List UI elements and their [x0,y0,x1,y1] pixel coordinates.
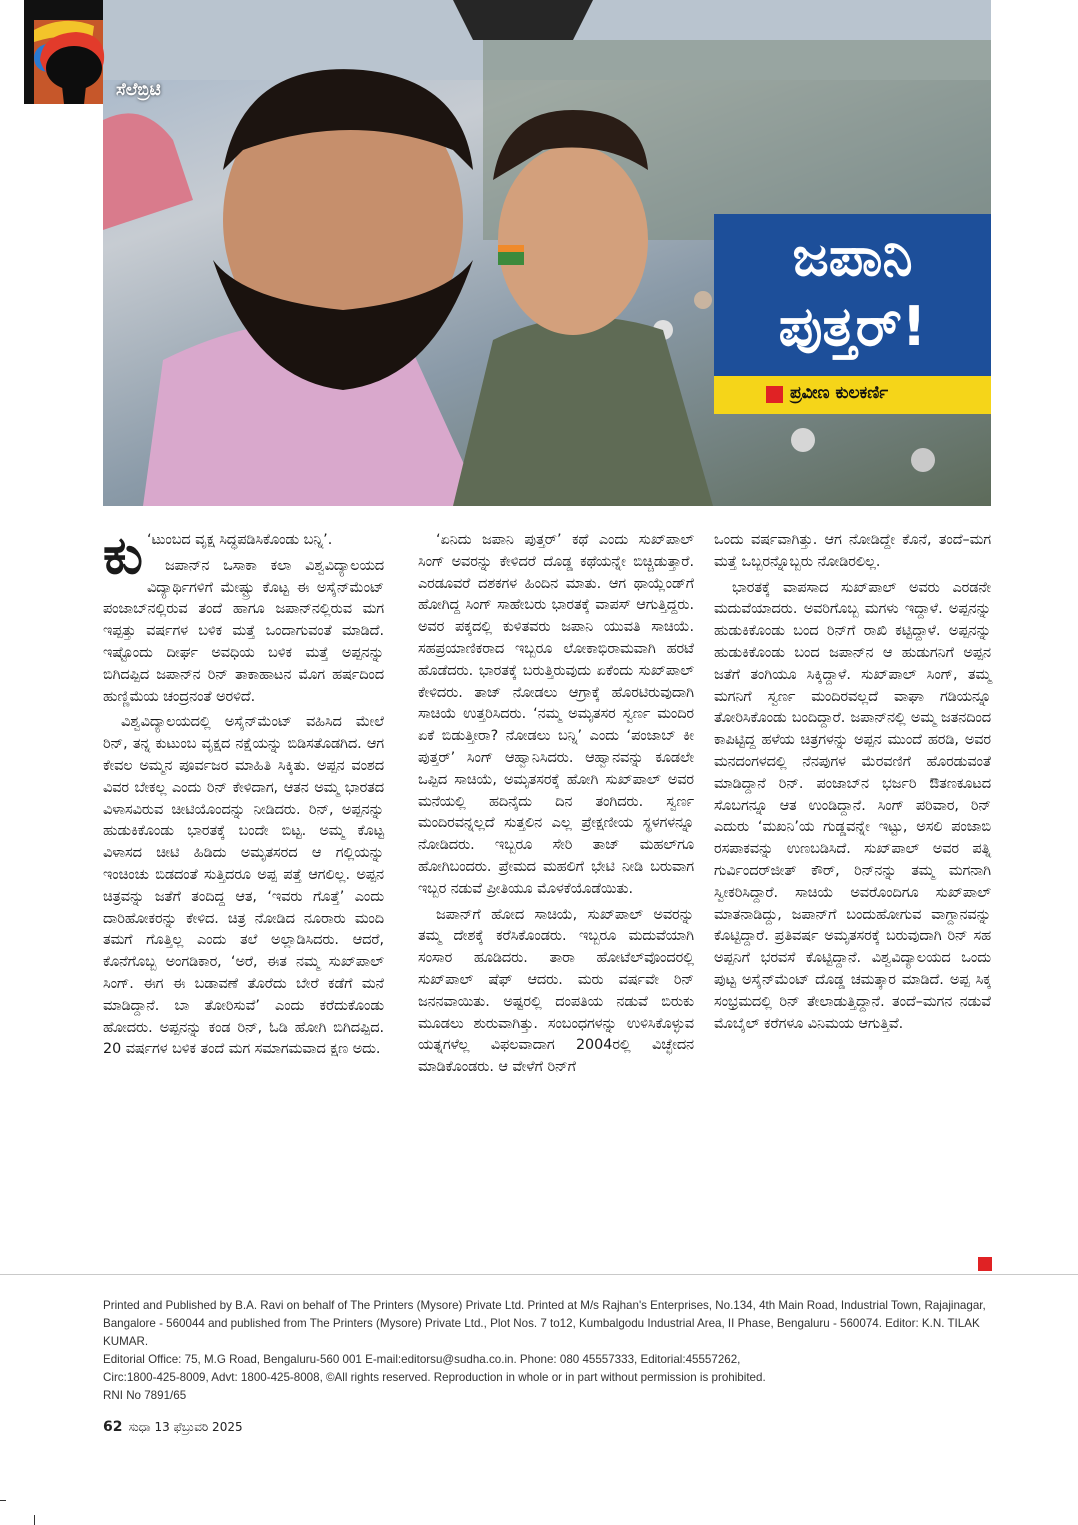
byline-marker-icon [766,386,783,403]
footer-divider [0,1274,1078,1275]
section-label: ಸೆಲೆಬ್ರಿಟಿ [116,80,161,100]
page-folio [103,1419,243,1435]
article-paragraph: ಜಪಾನ್‌ಗೆ ಹೋದ ಸಾಚಿಯೆ, ಸುಖ್‌ಪಾಲ್ ಅವರನ್ನು ತಮ್ಮ ದೇಶಕ್ಕೆ ಕರೆಸಿಕೊಂಡರು. ಇಬ್ಬರೂ ಮದುವೆಯಾಗಿ ಸಂಸಾರ ಹೂಡಿದರು. ತಾರಾ ಹೋಟೆಲ್‌ವೊಂದರಲ್ಲಿ ಸುಖ್‌ಪಾಲ್ ಷೆಫ್ ಆದರು. ಮರು ವರ್ಷವೇ ರಿನ್ ಜನನವಾಯಿತು. ಅಷ್ಟರಲ್ಲಿ ದಂಪತಿಯ ನಡುವೆ ಬಿರುಕು ಮೂಡಲು ಶುರುವಾಗಿತ್ತು. ಸಂಬಂಧಗಳನ್ನು ಉಳಿಸಿಕೊಳ್ಳುವ ಯತ್ನಗಳೆಲ್ಲ ವಿಫಲವಾದಾಗ 2004ರಲ್ಲಿ ವಿಚ್ಛೇದನ ಮಾಡಿಕೊಂಡರು. ಆ ವೇಳೆಗೆ ರಿನ್‌ಗೆ [418,906,694,1076]
imprint-line: Circ:1800-425-8009, Advt: 1800-425-8008, ©All rights reserved. Reproduction in whole or in part without permission is prohibited. [103,1371,766,1384]
imprint-line: Editorial Office: 75, M.G Road, Bengaluru-560 001 E-mail:editorsu@sudha.co.in. Phone: 080 45557333, Editorial:45557262, [103,1353,741,1366]
headline-line-2: ಪುತ್ತರ್! [778,295,927,358]
article-paragraph: ಜಪಾನ್‌ನ ಒಸಾಕಾ ಕಲಾ ವಿಶ್ವವಿದ್ಯಾಲಯದ ವಿದ್ಯಾರ್ಥಿಗಳಿಗೆ ಮೇಷ್ಟ್ರು ಕೊಟ್ಟ ಈ ಅಸೈನ್‌ಮೆಂಟ್ ಪಂಜಾಬ್‌ನಲ್ಲಿರುವ ತಂದೆ ಹಾಗೂ ಜಪಾನ್‌ನಲ್ಲಿರುವ ಮಗ ಇಪ್ಪತ್ತು ವರ್ಷಗಳ ಬಳಿಕ ಮತ್ತೆ ಒಂದಾಗುವಂತೆ ಮಾಡಿದೆ. ಇಷ್ಟೊಂದು ದೀರ್ಘ ಅವಧಿಯ ಬಳಿಕ ಮತ್ತೆ ಅಪ್ಪನನ್ನು ಬಿಗಿದಪ್ಪಿದ ಜಪಾನ್‌ನ ರಿನ್ ತಾಕಾಹಾಟನ ಮೊಗ ಹರ್ಷದಿಂದ ಹುಣ್ಣಿಮೆಯ ಚಂದ್ರನಂತೆ ಅರಳಿದೆ. [103,557,384,705]
publisher-imprint [103,1297,993,1405]
article-column-2 [418,530,694,1083]
byline-box [714,376,991,414]
article-column-3 [714,530,991,1039]
article-paragraph: ಒಂದು ವರ್ಷವಾಗಿತ್ತು. ಆಗ ನೋಡಿದ್ದೇ ಕೊನೆ, ತಂದೆ–ಮಗ ಮತ್ತೆ ಒಬ್ಬರನ್ನೊಬ್ಬರು ನೋಡಿರಲಿಲ್ಲ. [714,532,991,570]
article-paragraph: ಭಾರತಕ್ಕೆ ವಾಪಸಾದ ಸುಖ್‌ಪಾಲ್ ಅವರು ಎರಡನೇ ಮದುವೆಯಾದರು. ಅವರಿಗೊಬ್ಬ ಮಗಳು ಇದ್ದಾಳೆ. ಅಪ್ಪನನ್ನು ಹುಡುಕಿಕೊಂಡು ಬಂದ ರಿನ್‌ಗೆ ರಾಖಿ ಕಟ್ಟಿದ್ದಾಳೆ. ಅಪ್ಪನನ್ನು ಹುಡುಕಿಕೊಂಡು ಬಂದ ಜಪಾನ್‌ನ ಆ ಹುಡುಗನಿಗೆ ಅಪ್ಪನ ಜತೆಗೆ ತಂಗಿಯೂ ಸಿಕ್ಕಿದ್ದಾಳೆ. ಸುಖ್‌ಪಾಲ್ ಸಿಂಗ್, ತಮ್ಮ ಮಗನಿಗೆ ಸ್ವರ್ಣ ಮಂದಿರವಲ್ಲದೆ ವಾಘಾ ಗಡಿಯನ್ನೂ ತೋರಿಸಿಕೊಂಡು ಬಂದಿದ್ದಾರೆ. ಜಪಾನ್‌ನಲ್ಲಿ ಅಮ್ಮ ಜತನದಿಂದ ಕಾಪಿಟ್ಟಿದ್ದ ಹಳೆಯ ಚಿತ್ರಗಳನ್ನು ಅಪ್ಪನ ಮುಂದೆ ಹರಡಿ, ಅವರ ಮನದಂಗಳದಲ್ಲಿ ನೆನಪುಗಳ ಮೆರವಣಿಗೆ ಹೊರಡುವಂತೆ ಮಾಡಿದ್ದಾನೆ ರಿನ್. ಪಂಜಾಬ್‌ನ ಭರ್ಜರಿ ಔತಣಕೂಟದ ಸೊಬಗನ್ನೂ ಆತ ಉಂಡಿದ್ದಾನೆ. ಸಿಂಗ್ ಪರಿವಾರ, ರಿನ್ ಎದುರು ‘ಮಖನಿ’ಯ ಗುಡ್ಡವನ್ನೇ ಇಟ್ಟು, ಅಸಲಿ ಪಂಜಾಬಿ ರಸಪಾಕವನ್ನು ಉಣಬಡಿಸಿದೆ. ಸುಖ್‌ಪಾಲ್ ಅವರ ಪತ್ನಿ ಗುರ್ವಿಂದರ್‌ಜೀತ್ ಕೌರ್, ರಿನ್‌ನನ್ನು ತಮ್ಮ ಮಗನಾಗಿ ಸ್ವೀಕರಿಸಿದ್ದಾರೆ. ಸಾಚಿಯೆ ಅವರೊಂದಿಗೂ ಸುಖ್‌ಪಾಲ್ ಮಾತನಾಡಿದ್ದು, ಜಪಾನ್‌ಗೆ ಬಂದುಹೋಗುವ ವಾಗ್ದಾನವನ್ನು ಕೊಟ್ಟಿದ್ದಾರೆ. ಪ್ರತಿವರ್ಷ ಅಮೃತಸರಕ್ಕೆ ಬರುವುದಾಗಿ ರಿನ್ ಸಹ ಅಪ್ಪನಿಗೆ ಭರವಸೆ ಕೊಟ್ಟಿದ್ದಾನೆ. ವಿಶ್ವವಿದ್ಯಾಲಯದ ಒಂದು ಪುಟ್ಟ ಅಸೈನ್‌ಮೆಂಟ್ ದೊಡ್ಡ ಚಮತ್ಕಾರ ಮಾಡಿದೆ. ಅಪ್ಪ ಸಿಕ್ಕ ಸಂಭ್ರಮದಲ್ಲಿ ರಿನ್ ತೇಲಾಡುತ್ತಿದ್ದಾನೆ. ತಂದೆ–ಮಗನ ನಡುವೆ ಮೊಬೈಲ್ ಕರೆಗಳೂ ವಿನಿಮಯ ಆಗುತ್ತಿವೆ. [714,579,991,1032]
crop-mark [34,1515,35,1525]
headline-box [714,214,991,376]
article-paragraph: ‘ಏನಿದು ಜಪಾನಿ ಪುತ್ತರ್’ ಕಥೆ ಎಂದು ಸುಖ್‌ಪಾಲ್ ಸಿಂಗ್ ಅವರನ್ನು ಕೇಳಿದರೆ ದೊಡ್ಡ ಕಥೆಯನ್ನೇ ಬಿಚ್ಚಿಡುತ್ತಾರೆ. ಎರಡೂವರೆ ದಶಕಗಳ ಹಿಂದಿನ ಮಾತು. ಆಗ ಥಾಯ್ಲೆಂಡ್‌ಗೆ ಹೋಗಿದ್ದ ಸಿಂಗ್ ಸಾಹೇಬರು ಭಾರತಕ್ಕೆ ವಾಪಸ್ ಆಗುತ್ತಿದ್ದರು. ಅವರ ಪಕ್ಕದಲ್ಲಿ ಕುಳಿತವರು ಜಪಾನಿ ಯುವತಿ ಸಾಚಿಯೆ. ಸಹಪ್ರಯಾಣಿಕರಾದ ಇಬ್ಬರೂ ಲೋಕಾಭಿರಾಮವಾಗಿ ಹರಟೆ ಹೊಡೆದರು. ಭಾರತಕ್ಕೆ ಬರುತ್ತಿರುವುದು ಏಕೆಂದು ಸುಖ್‌ಪಾಲ್ ಕೇಳಿದರು. ತಾಜ್ ನೋಡಲು ಆಗ್ರಾಕ್ಕೆ ಹೊರಟಿರುವುದಾಗಿ ಸಾಚಿಯೆ ಉತ್ತರಿಸಿದರು. ‘ನಮ್ಮ ಅಮೃತಸರ ಸ್ವರ್ಣ ಮಂದಿರ ಏಕೆ ಬಿಡುತ್ತೀರಾ? ನೋಡಲು ಬನ್ನಿ’ ಎಂದು ‘ಪಂಜಾಬ್ ಕೀ ಪುತ್ತರ್’ ಸಿಂಗ್ ಆಹ್ವಾನಿಸಿದರು. ಆಹ್ವಾನವನ್ನು ಕೂಡಲೇ ಒಪ್ಪಿದ ಸಾಚಿಯೆ, ಅಮೃತಸರಕ್ಕೆ ಹೋಗಿ ಸುಖ್‌ಪಾಲ್ ಅವರ ಮನೆಯಲ್ಲಿ ಹದಿನೈದು ದಿನ ತಂಗಿದರು. ಸ್ವರ್ಣ ಮಂದಿರವನ್ನಲ್ಲದೆ ಸುತ್ತಲಿನ ಎಲ್ಲ ಪ್ರೇಕ್ಷಣೀಯ ಸ್ಥಳಗಳನ್ನೂ ನೋಡಿದರು. ಇಬ್ಬರೂ ಸೇರಿ ತಾಜ್ ಮಹಲ್‌ಗೂ ಹೋಗಿಬಂದರು. ಪ್ರೇಮದ ಮಹಲಿಗೆ ಭೇಟಿ ನೀಡಿ ಬರುವಾಗ ಇಬ್ಬರ ನಡುವೆ ಪ್ರೀತಿಯೂ ಮೊಳಕೆಯೊಡೆಯಿತು. [418,532,694,897]
imprint-line: Printed and Published by B.A. Ravi on behalf of The Printers (Mysore) Private Ltd. Printed at M/s Rajhan's Enterprises, No.134, 4th Main Road, Industrial Town, Rajajinagar, Bangalore - 560044 and published from The Printers (Mysore) Private Ltd., Plot Nos. 7 to12, Kumbalgodu Industrial Area, II Phase, Bengaluru - 560074. Editor: K.N. TILAK KUMAR. [103,1299,986,1348]
issue-date: ಸುಧಾ 13 ಫೆಬ್ರುವರಿ 2025 [128,1420,243,1434]
byline-author: ಪ್ರವೀಣ ಕುಲಕರ್ಣಿ [790,383,889,403]
article-opening-text: ಟುಂಬದ ವೃಕ್ಷ ಸಿದ್ಧಪಡಿಸಿಕೊಂಡು ಬನ್ನಿ’. [151,532,333,548]
article-paragraph: ವಿಶ್ವವಿದ್ಯಾಲಯದಲ್ಲಿ ಅಸೈನ್‌ಮೆಂಟ್ ವಹಿಸಿದ ಮೇಲೆ ರಿನ್, ತನ್ನ ಕುಟುಂಬ ವೃಕ್ಷದ ನಕ್ಷೆಯನ್ನು ಬಿಡಿಸತೊಡಗಿದ. ಆಗ ಕೇವಲ ಅಮ್ಮನ ಪೂರ್ವಜರ ಮಾಹಿತಿ ಸಿಕ್ಕಿತು. ಅಪ್ಪನ ವಂಶದ ವಿವರ ಬೇಕಲ್ಲ ಎಂದು ರಿನ್ ಕೇಳಿದಾಗ, ಆತನ ಅಮ್ಮ ಭಾರತದ ವಿಳಾಸವಿರುವ ಚೀಟಿಯೊಂದನ್ನು ನೀಡಿದರು. ರಿನ್, ಅಪ್ಪನನ್ನು ಹುಡುಕಿಕೊಂಡು ಭಾರತಕ್ಕೆ ಬಂದೇ ಬಿಟ್ಟ. ಅಮ್ಮ ಕೊಟ್ಟ ವಿಳಾಸದ ಚೀಟಿ ಹಿಡಿದು ಅಮೃತಸರದ ಆ ಗಲ್ಲಿಯನ್ನು ಇಂಚಿಂಚು ಬಿಡದಂತೆ ಸುತ್ತಿದರೂ ಅಪ್ಪ ಪತ್ತೆ ಆಗಲಿಲ್ಲ. ಅಪ್ಪನ ಚಿತ್ರವನ್ನು ಜತೆಗೆ ತಂದಿದ್ದ ಆತ, ‘ಇವರು ಗೊತ್ತೆ’ ಎಂದು ದಾರಿಹೋಕರನ್ನು ಕೇಳಿದ. ಚಿತ್ರ ನೋಡಿದ ನೂರಾರು ಮಂದಿ ತಮಗೆ ಗೊತ್ತಿಲ್ಲ ಎಂದು ತಲೆ ಅಲ್ಲಾಡಿಸಿದರು. ಆದರೆ, ಕೊನೆಗೊಬ್ಬ ಅಂಗಡಿಕಾರ, ‘ಅರೆ, ಈತ ನಮ್ಮ ಸುಖ್‌ಪಾಲ್ ಸಿಂಗ್. ಈಗ ಈ ಬಡಾವಣೆ ತೊರೆದು ಬೇರೆ ಕಡೆಗೆ ಮನೆ ಮಾಡಿದ್ದಾನೆ. ಬಾ ತೋರಿಸುವೆ’ ಎಂದು ಕರೆದುಕೊಂಡು ಹೋದರು. ಅಪ್ಪನನ್ನು ಕಂಡ ರಿನ್, ಓಡಿ ಹೋಗಿ ಬಿಗಿದಪ್ಪಿದ. 20 ವರ್ಷಗಳ ಬಳಿಕ ತಂದೆ ಮಗ ಸಮಾಗಮವಾದ ಕ್ಷಣ ಅದು. [103,714,384,1058]
crop-mark [0,1500,6,1501]
section-logo-block [24,0,103,104]
headline [714,222,991,362]
article-paragraph: ಕು ‘ಟುಂಬದ ವೃಕ್ಷ ಸಿದ್ಧಪಡಿಸಿಕೊಂಡು ಬನ್ನಿ’. [103,526,333,586]
imprint-line: RNI No 7891/65 [103,1389,187,1402]
article-column-1 [103,526,384,1065]
drop-cap: ಕು [103,526,143,586]
page-number: 62 [103,1419,123,1435]
sudha-logo-icon [34,20,126,106]
headline-line-1: ಜಪಾನಿ [792,225,913,288]
article-end-marker-icon [978,1257,992,1271]
